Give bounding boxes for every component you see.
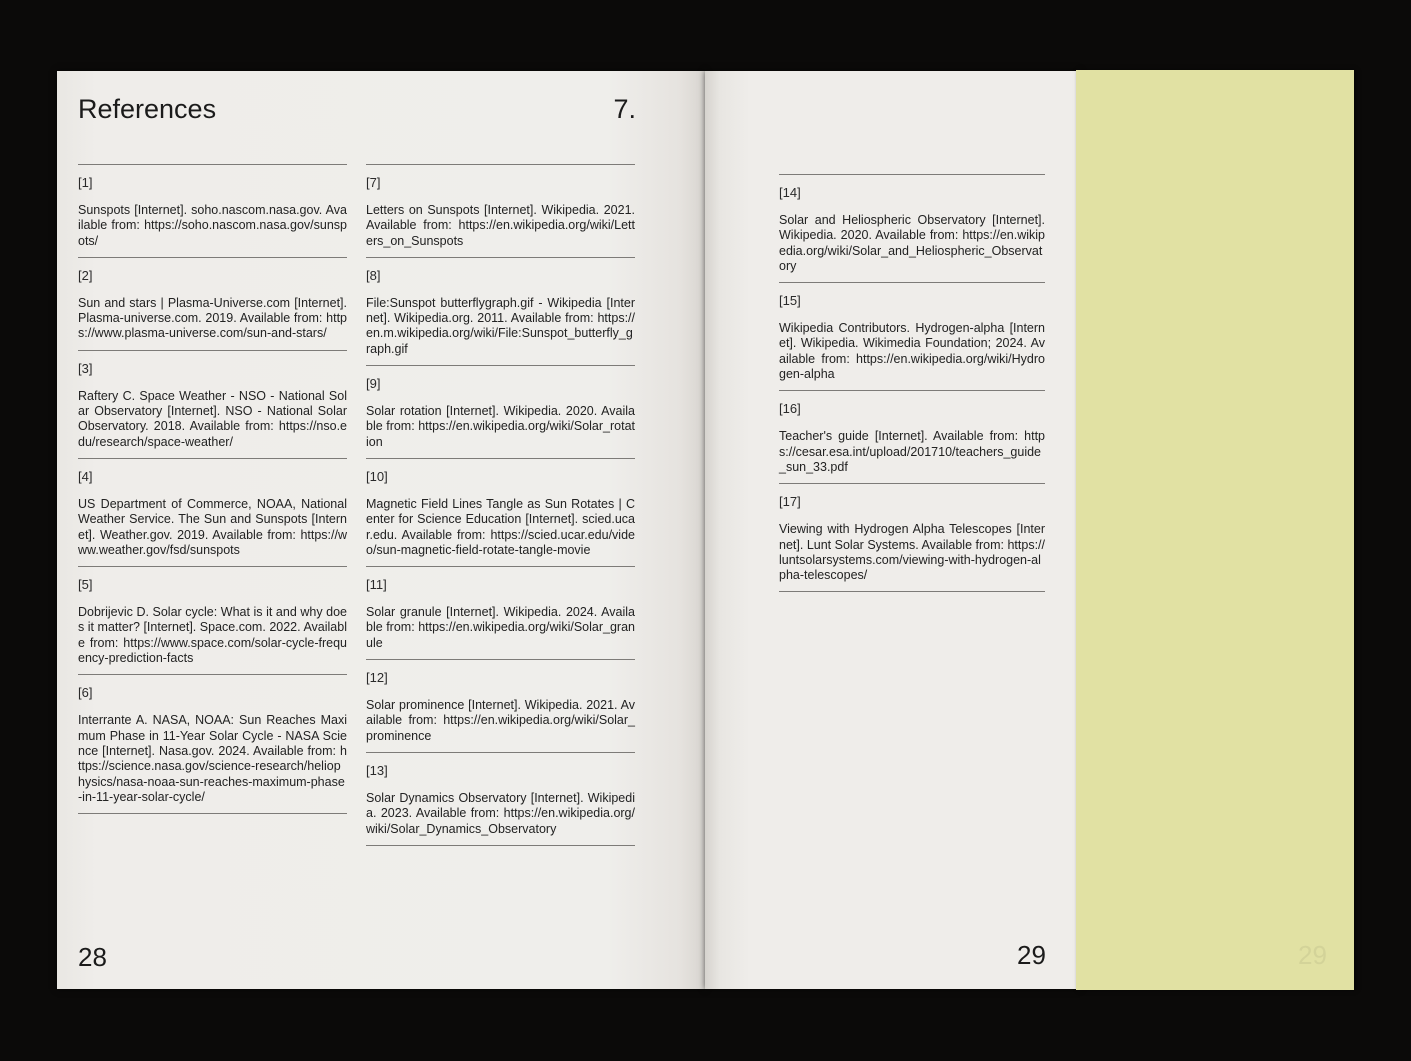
reference-number: [11] — [366, 577, 387, 593]
reference-number: [1] — [78, 175, 93, 190]
page-number-left: 28 — [78, 942, 107, 972]
reference-text: Solar granule [Internet]. Wikipedia. 2024. Available from: https://en.wikipedia.org/wiki/Solar_granule — [366, 605, 635, 650]
reference-entry — [779, 390, 1045, 483]
reference-entry — [779, 174, 1045, 282]
references-column-1 — [78, 164, 347, 814]
reference-number: [8] — [366, 267, 381, 283]
reference-number: [2] — [78, 267, 93, 283]
reference-number: [4] — [78, 468, 93, 484]
reference-text: Sunspots [Internet]. soho.nascom.nasa.gov. Available from: https://soho.nascom.nasa.gov/sunspots/ — [78, 203, 347, 248]
reference-text: Teacher's guide [Internet]. Available from: https://cesar.esa.int/upload/201710/teachers_guide_sun_33.pdf — [779, 429, 1045, 474]
references-column-3 — [779, 174, 1045, 592]
reference-entry — [78, 164, 347, 257]
page-number-right: 29 — [1017, 940, 1046, 970]
reference-number: [14] — [779, 185, 801, 200]
reference-text: Interrante A. NASA, NOAA: Sun Reaches Maximum Phase in 11-Year Solar Cycle - NASA Science [Internet]. Nasa.gov. 2024. Available from: https://science.nasa.gov/science-research/heliophysics/nasa-noaa-sun-reaches-maximum-phase-in-11-year-solar-cycle/ — [78, 713, 347, 804]
reference-number: [13] — [366, 762, 388, 778]
reference-number: [6] — [78, 685, 93, 701]
reference-entry — [78, 566, 347, 674]
reference-text: Raftery C. Space Weather - NSO - National Solar Observatory [Internet]. NSO - National Solar Observatory. 2018. Available from: https://nso.edu/research/space-weather/ — [78, 388, 347, 449]
reference-entry — [366, 566, 635, 659]
reference-entry — [78, 350, 347, 458]
reference-entry — [366, 164, 635, 257]
reference-entry — [366, 752, 635, 846]
chapter-number: 7. — [613, 94, 636, 124]
yellow-insert-page — [1076, 70, 1354, 990]
reference-text: Sun and stars | Plasma-Universe.com [Internet]. Plasma-universe.com. 2019. Available from: https://www.plasma-universe.com/sun-and-stars/ — [78, 295, 347, 341]
reference-number: [16] — [779, 401, 801, 417]
references-column-2 — [366, 164, 635, 846]
reference-text: Solar and Heliospheric Observatory [Internet]. Wikipedia. 2020. Available from: https://en.wikipedia.org/wiki/Solar_and_Heliospheric_Observatory — [779, 213, 1045, 273]
reference-entry — [779, 282, 1045, 390]
reference-number: [10] — [366, 468, 388, 484]
reference-text: File:Sunspot butterflygraph.gif - Wikipedia [Internet]. Wikipedia.org. 2011. Available from: https://en.m.wikipedia.org/wiki/File:Sunspot_butterfly_graph.gif — [366, 295, 635, 356]
reference-text: Solar prominence [Internet]. Wikipedia. 2021. Available from: https://en.wikipedia.org/wiki/Solar_prominence — [366, 698, 635, 743]
page-title: References — [78, 94, 217, 124]
reference-text: Magnetic Field Lines Tangle as Sun Rotates | Center for Science Education [Internet]. scied.ucar.edu. Available from: https://scied.ucar.edu/video/sun-magnetic-field-rotate-tangle-movie — [366, 496, 635, 557]
reference-text: Letters on Sunspots [Internet]. Wikipedia. 2021. Available from: https://en.wikipedia.org/wiki/Letters_on_Sunspots — [366, 203, 635, 248]
reference-entry — [779, 483, 1045, 592]
reference-number: [12] — [366, 670, 388, 686]
page-number-show-through: 29 — [1298, 940, 1327, 970]
reference-text: Dobrijevic D. Solar cycle: What is it and why does it matter? [Internet]. Space.com. 2022. Available from: https://www.space.com/solar-cycle-frequency-prediction-facts — [78, 605, 347, 666]
reference-number: [9] — [366, 376, 381, 392]
reference-entry — [78, 458, 347, 566]
reference-text: Solar rotation [Internet]. Wikipedia. 2020. Available from: https://en.wikipedia.org/wiki/Solar_rotation — [366, 404, 635, 449]
reference-number: [15] — [779, 293, 801, 309]
reference-number: [7] — [366, 175, 381, 190]
reference-text: Viewing with Hydrogen Alpha Telescopes [Internet]. Lunt Solar Systems. Available from: https://luntsolarsystems.com/viewing-with-hydrogen-alpha-telescopes/ — [779, 522, 1045, 583]
reference-text: US Department of Commerce, NOAA, National Weather Service. The Sun and Sunspots [Internet]. Weather.gov. 2019. Available from: https://www.weather.gov/fsd/sunspots — [78, 496, 347, 557]
reference-number: [5] — [78, 577, 93, 593]
reference-entry — [366, 365, 635, 458]
reference-number: [17] — [779, 494, 801, 510]
reference-entry — [366, 257, 635, 365]
reference-entry — [366, 458, 635, 566]
reference-entry — [78, 674, 347, 814]
reference-entry — [366, 659, 635, 752]
reference-entry — [78, 257, 347, 350]
reference-number: [3] — [78, 360, 93, 376]
reference-text: Solar Dynamics Observatory [Internet]. Wikipedia. 2023. Available from: https://en.wikipedia.org/wiki/Solar_Dynamics_Observatory — [366, 790, 635, 836]
reference-text: Wikipedia Contributors. Hydrogen-alpha [Internet]. Wikipedia. Wikimedia Foundation; 2024. Available from: https://en.wikipedia.org/wiki/Hydrogen-alpha — [779, 321, 1045, 382]
